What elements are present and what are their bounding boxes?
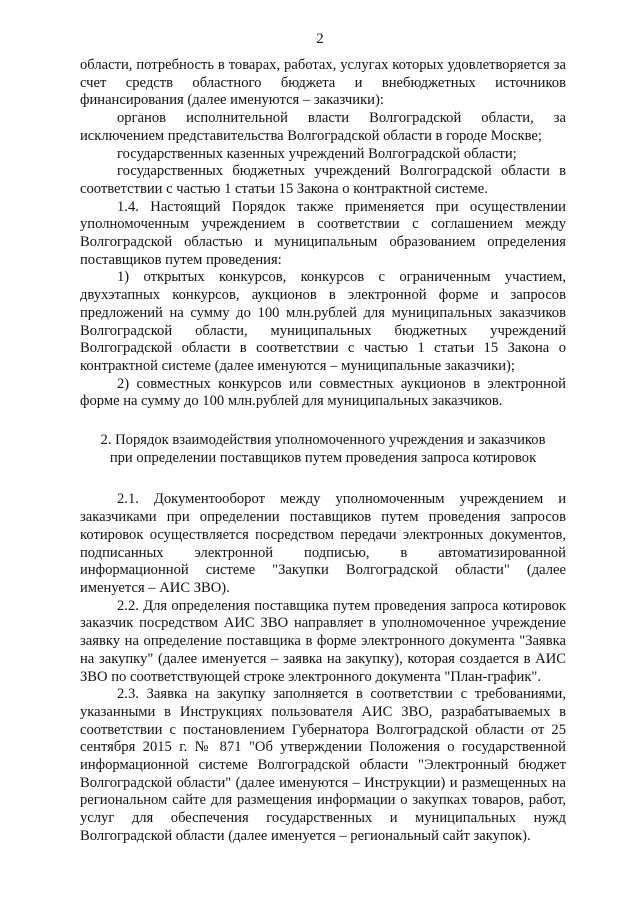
page-number: 2 (316, 31, 324, 47)
section-heading-line: 2. Порядок взаимодействия уполномоченного учреждения и заказчиков (100, 432, 546, 449)
paragraph: области, потребность в товарах, работах, услугах которых удовлетворяется за счет средств областного бюджета и внебюджетных источников финансирования (далее именуются – заказчики): (80, 57, 566, 109)
paragraph: государственных казенных учреждений Волгоградской области; (117, 145, 517, 162)
section-heading (80, 432, 566, 467)
paragraph: государственных бюджетных учреждений Волгоградской области в соответствии с частью 1 статьи 15 Закона о контрактной системе. (80, 163, 566, 197)
paragraph: органов исполнительной власти Волгоградской области, за исключением представительства Волгоградской области в городе Москве; (80, 110, 566, 144)
paragraph: 1) открытых конкурсов, конкурсов с ограниченным участием, двухэтапных конкурсов, аукционов в электронной форме и запросов предложений на сумму до 100 млн.рублей для муниципальных заказчиков Волгоградской области, муниципальных бюджетных учреждений Волгоградской области в соответствии с частью 1 статьи 15 Закона о контрактной системе (далее именуются – муниципальные заказчики); (80, 269, 566, 374)
paragraph: 2.1. Документооборот между уполномоченным учреждением и заказчиками при определении поставщиков путем проведения запросов котировок осуществляется посредством передачи электронных документов, подписанных электронной подписью, в автоматизированной информационной системе "Закупки Волгоградской области" (далее именуется – АИС ЗВО). (80, 491, 566, 596)
paragraph: 2.2. Для определения поставщика путем проведения запроса котировок заказчик посредством АИС ЗВО направляет в уполномоченное учреждение заявку на определение поставщика в форме электронного документа "Заявка на закупку" (далее именуется – заявка на закупку), которая создается в АИС ЗВО по соответствующей строке электронного документа "План-график". (80, 597, 566, 685)
paragraph: 1.4. Настоящий Порядок также применяется при осуществлении уполномоченным учреждением в соответствии с соглашением между Волгоградской областью и муниципальным образованием определения поставщиков путем проведения: (80, 198, 566, 268)
paragraph: 2) совместных конкурсов или совместных аукционов в электронной форме на сумму до 100 млн.рублей для муниципальных заказчиков. (80, 375, 566, 410)
top-paragraphs (80, 57, 566, 411)
section-heading-line: при определении поставщиков путем проведения запроса котировок (109, 449, 537, 466)
paragraph: 2.3. Заявка на закупку заполняется в соответствии с требованиями, указанными в Инструкциях пользователя АИС ЗВО, разрабатываемых в соответствии с постановлением Губернатора Волгоградской области от 25 сентября 2015 г. № 871 "Об утверждении Положения о государственной информационной системе Волгоградской области "Электронный бюджет Волгоградской области" (далее именуются – Инструкции) и размещенных на региональном сайте для размещения информации о закупках товаров, работ, услуг для обеспечения государственных и муниципальных нужд Волгоградской области (далее именуется – региональный сайт закупок). (80, 686, 566, 844)
section-paragraphs (80, 491, 566, 845)
document-body (80, 57, 566, 846)
